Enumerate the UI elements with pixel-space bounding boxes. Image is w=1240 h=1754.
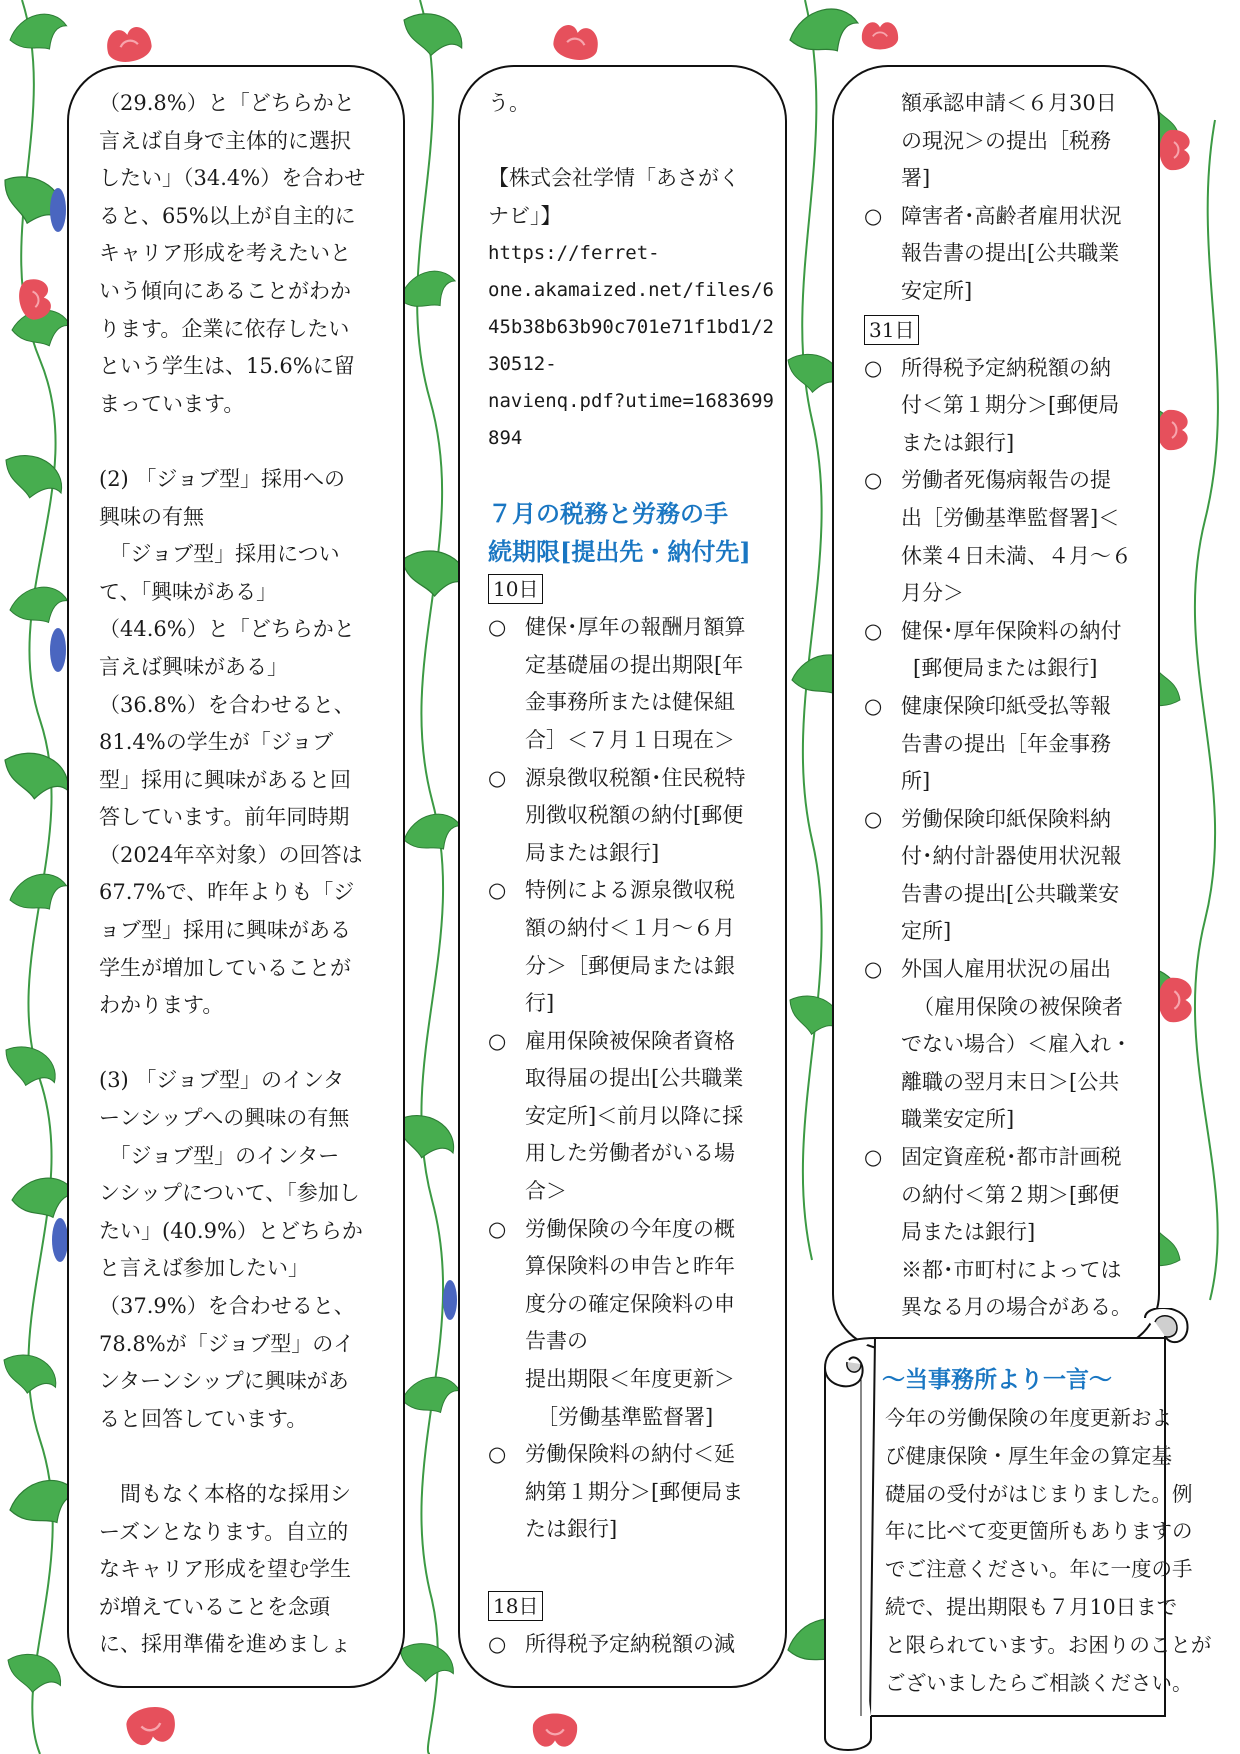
body-text-line: 言えば自身で主体的に選択 — [99, 128, 351, 153]
url-line[interactable]: 30512- — [488, 353, 557, 376]
date-label-31: 31日 — [864, 315, 919, 345]
list-item-line: 署] — [901, 166, 931, 191]
bullet-circle-icon: ○ — [488, 1216, 507, 1241]
body-text-line: 型」採用に興味があると回 — [99, 767, 351, 792]
body-text-line: 言えば興味がある」 — [99, 654, 288, 679]
bullet-circle-icon: ○ — [864, 203, 883, 228]
list-item-line: の現況＞の提出［税務 — [901, 128, 1111, 153]
list-item-line: 定所] — [901, 919, 952, 944]
note-title: ～当事務所より一言～ — [882, 1366, 1112, 1393]
body-text-line: が増えていることを念頭 — [99, 1594, 330, 1619]
body-text-line: ンシップについて、「参加し — [99, 1181, 360, 1206]
body-text-line: 学生が増加していることが — [99, 955, 351, 980]
list-item — [488, 1023, 763, 1211]
list-item-line: 取得届の提出[公共職業 — [525, 1066, 744, 1091]
bullet-circle-icon: ○ — [488, 1631, 507, 1656]
list-item-line: 固定資産税･都市計画税 — [901, 1145, 1122, 1170]
list-item-line: 源泉徴収税額･住民税特 — [525, 765, 746, 790]
list-item-line: 金事務所または健保組 — [525, 690, 735, 715]
body-text-line: したい」（34.4%）を合わせ — [99, 166, 366, 191]
body-text-line: 81.4%の学生が「ジョブ — [99, 730, 334, 755]
list-item-line: 合＞ — [525, 1179, 567, 1204]
body-text-line — [99, 423, 377, 461]
list-item-line: 安定所]＜前月以降に採 — [525, 1103, 744, 1128]
list-item-line: 特例による源泉徴収税 — [525, 878, 735, 903]
list-item-line: 所] — [901, 769, 931, 794]
body-text-line: て、「興味がある」 — [99, 579, 278, 604]
list-item — [488, 609, 763, 759]
note-line: 続で、提出期限も７月10日まで — [885, 1594, 1178, 1619]
list-item-line: 異なる月の場合がある。 — [901, 1295, 1132, 1320]
list-item-line: 出［労働基準監督署]＜ — [901, 505, 1120, 530]
column-2 — [458, 65, 787, 1688]
body-text-line: 間もなく本格的な採用シ — [99, 1481, 351, 1506]
note-line: と限られています。お困りのことが — [885, 1632, 1212, 1657]
bullet-circle-icon: ○ — [488, 615, 507, 640]
note-body — [885, 1400, 1212, 1702]
body-text-line: （29.8%）と「どちらかと — [99, 91, 355, 115]
list-item-line: 健保･厚年保険料の納付 — [901, 618, 1122, 643]
list-item-line: 安定所] — [901, 278, 973, 303]
list-item-line: 月分＞ — [901, 581, 964, 606]
body-text-line: なキャリア形成を望む学生 — [99, 1557, 351, 1582]
list-item-line: [郵便局または銀行] — [913, 656, 1098, 681]
note-line: ございましたらご相談ください。 — [885, 1670, 1193, 1695]
url-line[interactable]: 894 — [488, 427, 523, 450]
note-line: でご注意ください。年に一度の手 — [885, 1557, 1193, 1582]
list-item-line: 離職の翌月末日＞[公共 — [901, 1069, 1120, 1094]
list-item-line: 局または銀行] — [901, 1220, 1036, 1245]
list-item-line: 提出期限＜年度更新＞ — [525, 1367, 735, 1392]
continuation-text: う。 — [488, 91, 530, 115]
list-item-line: 合］＜７月１日現在＞ — [525, 727, 735, 752]
body-text-line: 興味の有無 — [99, 504, 204, 529]
list-item — [864, 350, 1136, 463]
body-text-line: いう傾向にあることがわか — [99, 278, 351, 303]
bullet-circle-icon: ○ — [488, 878, 507, 903]
continuation-item — [864, 85, 1136, 198]
url-line[interactable]: 45b38b63b90c701e71f1bd1/2 — [488, 316, 774, 339]
list-item-line: 用した労働者がいる場 — [525, 1141, 735, 1166]
list-item-line: 行] — [525, 991, 555, 1016]
url-line[interactable]: https://ferret- — [488, 242, 660, 265]
url-line[interactable]: navienq.pdf?utime=1683699 — [488, 390, 774, 413]
list-item — [864, 801, 1136, 951]
body-text-line: ンターンシップに興味があ — [99, 1369, 349, 1394]
list-item — [864, 198, 1136, 311]
list-item-line: 付･納付計器使用状況報 — [901, 844, 1122, 869]
note-line: 今年の労働保険の年度更新およ — [885, 1406, 1172, 1430]
list-item-line: でない場合）＜雇入れ・ — [901, 1032, 1132, 1057]
body-text-line — [99, 1025, 377, 1063]
list-item — [864, 462, 1136, 612]
section-heading-line1: ７月の税務と労務の手 — [488, 498, 728, 528]
body-text-line: ると、65%以上が自主的に — [99, 203, 356, 228]
list-item — [864, 688, 1136, 801]
body-text-line: 78.8%が「ジョブ型」のイ — [99, 1331, 355, 1356]
body-text-line: 「ジョブ型」採用につい — [99, 542, 340, 567]
date-label-10: 10日 — [488, 574, 543, 604]
column-1 — [67, 65, 405, 1688]
section-heading-line2: 続期限[提出先・納付先] — [488, 536, 751, 566]
list-item: ○ 所得税予定納税額の減 — [488, 1626, 763, 1664]
list-item-line: 労働保険料の納付＜延 — [525, 1442, 735, 1467]
list-item — [488, 1436, 763, 1549]
list-item-line: 告書の提出［年金事務 — [901, 731, 1111, 756]
list-item — [864, 1139, 1136, 1327]
list-item-line: 納第１期分＞[郵便局ま — [525, 1479, 744, 1504]
body-text-line: ります。企業に依存したい — [99, 316, 350, 341]
date-label-18: 18日 — [488, 1591, 543, 1621]
body-text-line: （2024年卒対象）の回答は — [99, 842, 363, 867]
list-item-line: 額の納付＜１月～６月 — [525, 915, 735, 940]
body-text-line: 「ジョブ型」のインター — [99, 1143, 340, 1168]
body-text-line: (2) 「ジョブ型」採用への — [99, 466, 346, 491]
list-item — [488, 760, 763, 873]
list-item-line: 健保･厚年の報酬月額算 — [525, 615, 746, 640]
list-item-line: 局または銀行] — [525, 840, 660, 865]
list-item-line: 労働者死傷病報告の提 — [901, 468, 1111, 493]
list-item-line: 分＞［郵便局または銀 — [525, 953, 735, 978]
list-item-line: 障害者･高齢者雇用状況 — [901, 203, 1122, 228]
list-item-line: 所得税予定納税額の納 — [901, 355, 1111, 380]
list-item — [864, 951, 1136, 1139]
list-item-line: 健康保険印紙受払等報 — [901, 693, 1111, 718]
list-item-line: 告書の — [525, 1329, 588, 1354]
list-item-line: 告書の提出[公共職業安 — [901, 881, 1120, 906]
list-item-line: 額承認申請＜６月30日 — [901, 91, 1117, 115]
note-line: び健康保険・厚生年金の算定基 — [885, 1443, 1172, 1468]
source-label-cont: ナビ」】 — [488, 203, 562, 228]
body-text-line: たい」(40.9%）とどちらか — [99, 1218, 363, 1243]
list-item-line: 定基礎届の提出期限[年 — [525, 652, 744, 677]
list-item-line: または銀行] — [901, 430, 1015, 455]
body-text-line: 67.7%で、昨年よりも「ジ — [99, 880, 355, 905]
list-item-line: 外国人雇用状況の届出 — [901, 957, 1111, 982]
list-item-line: ※都･市町村によっては — [901, 1257, 1122, 1282]
source-label: 【株式会社学情「あさがく — [488, 166, 740, 191]
list-item-line: 休業４日未満、４月～６ — [901, 543, 1132, 568]
bullet-circle-icon: ○ — [864, 618, 883, 643]
list-item-line: 算保険料の申告と昨年 — [525, 1254, 735, 1279]
url-line[interactable]: one.akamaized.net/files/6 — [488, 279, 774, 302]
body-text-line: （36.8%）を合わせると、 — [99, 692, 355, 717]
body-text-line: ーンシップへの興味の有無 — [99, 1106, 350, 1131]
list-item-line: 労働保険の今年度の概 — [525, 1216, 735, 1241]
bullet-circle-icon: ○ — [864, 957, 883, 982]
bullet-circle-icon: ○ — [864, 806, 883, 831]
list-item-line: 雇用保険被保険者資格 — [525, 1028, 735, 1053]
list-item-line: の納付＜第２期＞[郵便 — [901, 1182, 1120, 1207]
deadline-list-10 — [488, 609, 763, 1549]
list-item-line: （雇用保険の被保険者 — [913, 994, 1123, 1019]
list-item-line: ［労働基準監督署] — [537, 1404, 714, 1429]
body-text-line: (3) 「ジョブ型」のインタ — [99, 1068, 345, 1093]
body-text-line: （37.9%）を合わせると、 — [99, 1294, 355, 1318]
bullet-circle-icon: ○ — [488, 1028, 507, 1053]
body-text-line — [99, 1438, 377, 1476]
body-text-line: ョブ型」採用に興味がある — [99, 918, 351, 943]
list-item-line: 報告書の提出[公共職業 — [901, 241, 1120, 266]
column-3 — [832, 65, 1160, 1350]
note-line: 年に比べて変更箇所もありますの — [885, 1519, 1193, 1544]
body-text-line: キャリア形成を考えたいと — [99, 241, 351, 266]
body-text-line: ると回答しています。 — [99, 1406, 308, 1431]
body-text-line: ーズンとなります。自立的 — [99, 1519, 349, 1544]
list-item-line: 付＜第１期分＞[郵便局 — [901, 393, 1120, 418]
list-item-line: 職業安定所] — [901, 1107, 1015, 1132]
bullet-circle-icon: ○ — [864, 355, 883, 380]
bullet-circle-icon: ○ — [488, 765, 507, 790]
deadline-list-31 — [864, 350, 1136, 1327]
list-item — [488, 872, 763, 1022]
bullet-circle-icon: ○ — [864, 693, 883, 718]
body-text-line: と言えば参加したい」 — [99, 1256, 309, 1281]
list-item-line: たは銀行] — [525, 1517, 618, 1542]
body-text-line: わかります。 — [99, 993, 224, 1018]
bullet-circle-icon: ○ — [488, 1442, 507, 1467]
body-text-line: という学生は、15.6%に留 — [99, 354, 355, 379]
body-text-line: まっています。 — [99, 391, 245, 416]
list-item-line: 別徴収税額の納付[郵便 — [525, 803, 744, 828]
note-line: 礎届の受付がはじまりました。例 — [885, 1481, 1193, 1506]
list-item-line: 労働保険印紙保険料納 — [901, 806, 1111, 831]
bullet-circle-icon: ○ — [864, 468, 883, 493]
body-text-line: （44.6%）と「どちらかと — [99, 617, 355, 642]
body-text-line: 答しています。前年同時期 — [99, 805, 350, 830]
list-item — [488, 1211, 763, 1437]
bullet-circle-icon: ○ — [864, 1145, 883, 1170]
list-item-line: 度分の確定保険料の申 — [525, 1291, 735, 1316]
body-text-line: に、採用準備を進めましょ — [99, 1632, 351, 1657]
source-url[interactable] — [488, 235, 774, 457]
list-item — [864, 613, 1136, 688]
